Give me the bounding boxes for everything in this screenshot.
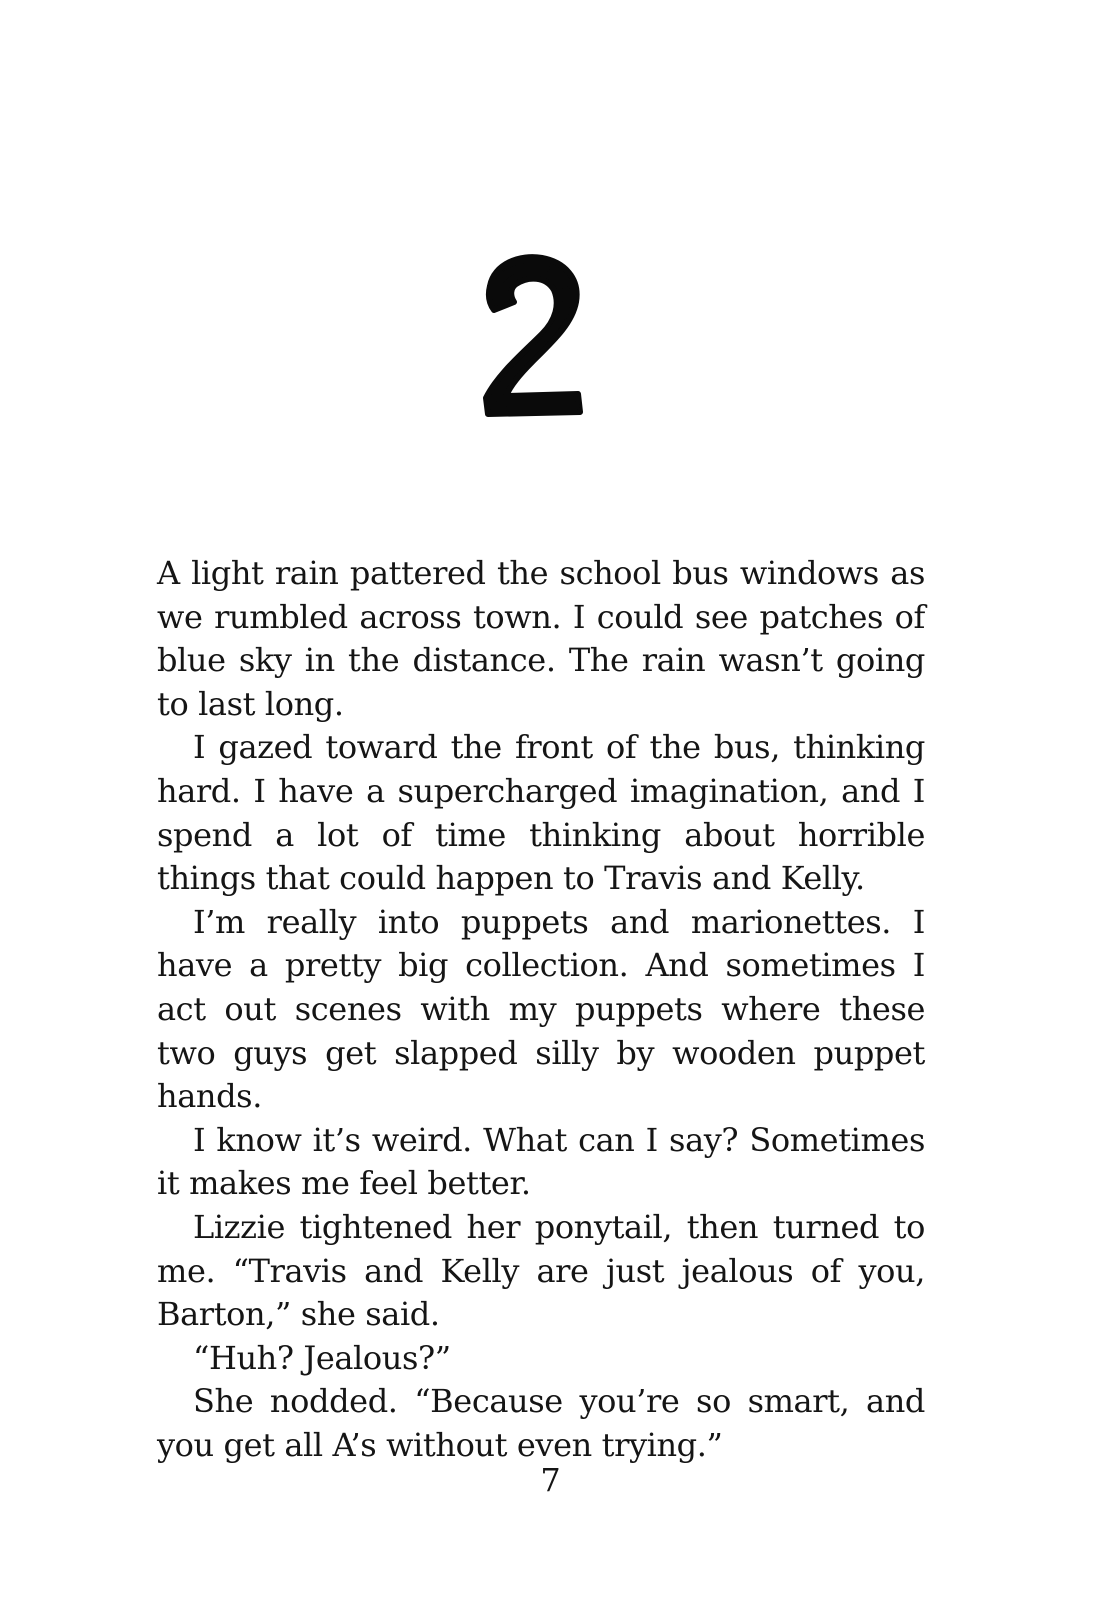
page-number: 7 xyxy=(540,1461,561,1499)
paragraph: She nodded. “Because you’re so smart, and you get all A’s without even trying.” xyxy=(157,1382,925,1464)
paragraph: Lizzie tightened her ponytail, then turned to me. “Travis and Kelly are just jealous of you, Barton,” she said. xyxy=(157,1207,925,1334)
paragraph: I know it’s weird. What can I say? Sometimes it makes me feel better. xyxy=(157,1120,925,1203)
paragraph: I’m really into puppets and marionettes. I have a pretty big collection. And sometimes I act out scenes with my puppets where these two guys get slapped silly by wooden puppet hands. xyxy=(157,902,925,1116)
paragraph: “Huh? Jealous?” xyxy=(193,1338,451,1377)
chapter-number-glyph xyxy=(480,250,590,420)
paragraph: I gazed toward the front of the bus, thinking hard. I have a supercharged imagination, and I spend a lot of time thinking about horrible things that could happen to Travis and Kelly. xyxy=(157,728,925,898)
chapter-number xyxy=(480,250,590,420)
chapter-text xyxy=(157,552,925,1467)
paragraph: A light rain pattered the school bus windows as we rumbled across town. I could see patches of blue sky in the distance. The rain wasn’t going to last long. xyxy=(157,554,925,723)
